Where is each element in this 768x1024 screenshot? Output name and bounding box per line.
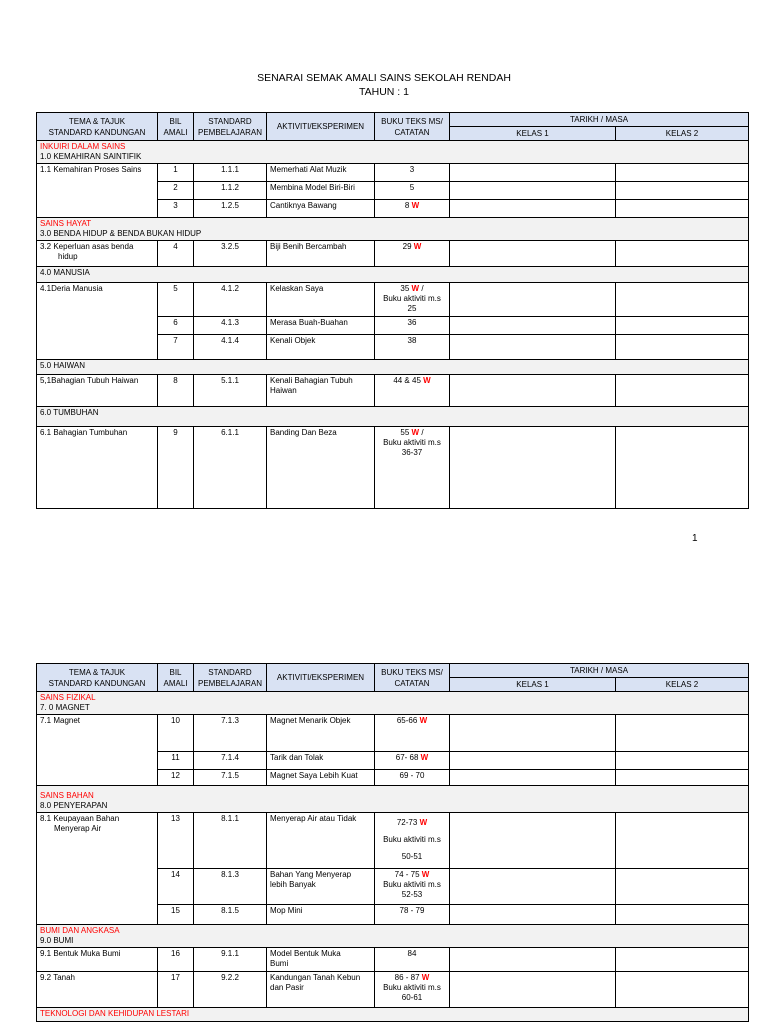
header-aktiviti: AKTIVITI/EKSPERIMEN [267, 664, 375, 692]
section-row: INKUIRI DALAM SAINS 1.0 KEMAHIRAN SAINTIFIK [37, 141, 749, 164]
kelas-1-cell[interactable] [450, 715, 616, 752]
table-row: 12 7.1.5 Magnet Saya Lebih Kuat 69 - 70 [37, 770, 749, 786]
header-aktiviti: AKTIVITI/EKSPERIMEN [267, 113, 375, 141]
page-subtitle: TAHUN : 1 [359, 86, 409, 98]
table-row: 7 4.1.4 Kenali Objek 38 [37, 335, 749, 360]
table-row: 3.2 Keperluan asas benda hidup 4 3.2.5 Biji Benih Bercambah 29 W [37, 241, 749, 267]
kelas-1-cell[interactable] [450, 905, 616, 925]
kelas-2-cell[interactable] [616, 948, 749, 972]
table-row: 15 8.1.5 Mop Mini 78 - 79 [37, 905, 749, 925]
table-row: 9.1 Bentuk Muka Bumi 16 9.1.1 Model Bentuk Muka Bumi 84 [37, 948, 749, 972]
kelas-1-cell[interactable] [450, 948, 616, 972]
table-row: 14 8.1.3 Bahan Yang Menyerap lebih Banyak 74 - 75 W Buku aktiviti m.s 52-53 [37, 869, 749, 905]
checklist-table-2 [36, 663, 749, 1022]
table-row: 1.1 Kemahiran Proses Sains 1 1.1.1 Memerhati Alat Muzik 3 [37, 164, 749, 182]
kelas-2-cell[interactable] [616, 427, 749, 509]
section-row: SAINS BAHAN 8.0 PENYERAPAN [37, 786, 749, 813]
kelas-2-cell[interactable] [616, 182, 749, 200]
section-row: TEKNOLOGI DAN KEHIDUPAN LESTARI [37, 1008, 749, 1022]
kelas-1-cell[interactable] [450, 813, 616, 869]
kelas-1-cell[interactable] [450, 869, 616, 905]
kelas-1-cell[interactable] [450, 283, 616, 317]
kelas-1-cell[interactable] [450, 182, 616, 200]
table-row: 4.1Deria Manusia 5 4.1.2 Kelaskan Saya 35 W / Buku aktiviti m.s 25 [37, 283, 749, 317]
table-row: 6.1 Bahagian Tumbuhan 9 6.1.1 Banding Dan Beza 55 W / Buku aktiviti m.s 36-37 [37, 427, 749, 509]
kelas-1-cell[interactable] [450, 972, 616, 1008]
header-bil: BIL AMALI [158, 664, 194, 692]
header-buku: BUKU TEKS MS/ CATATAN [375, 113, 450, 141]
kelas-2-cell[interactable] [616, 200, 749, 218]
kelas-2-cell[interactable] [616, 905, 749, 925]
table-row: 2 1.1.2 Membina Model Biri-Biri 5 [37, 182, 749, 200]
section-row: 6.0 TUMBUHAN [37, 407, 749, 427]
kelas-2-cell[interactable] [616, 715, 749, 752]
table-row: 9.2 Tanah 17 9.2.2 Kandungan Tanah Kebun dan Pasir 86 - 87 W Buku aktiviti m.s 60-61 [37, 972, 749, 1008]
header-kelas-1: KELAS 1 [450, 127, 616, 141]
header-standard: STANDARD PEMBELAJARAN [194, 664, 267, 692]
header-tema: TEMA & TAJUK STANDARD KANDUNGAN [37, 664, 158, 692]
kelas-1-cell[interactable] [450, 200, 616, 218]
kelas-2-cell[interactable] [616, 241, 749, 267]
header-kelas-2: KELAS 2 [616, 678, 749, 692]
kelas-2-cell[interactable] [616, 752, 749, 770]
kelas-2-cell[interactable] [616, 770, 749, 786]
section-row: SAINS HAYAT 3.0 BENDA HIDUP & BENDA BUKAN HIDUP [37, 218, 749, 241]
kelas-2-cell[interactable] [616, 813, 749, 869]
kelas-1-cell[interactable] [450, 317, 616, 335]
section-row: 4.0 MANUSIA [37, 267, 749, 283]
table-row: 5,1Bahagian Tubuh Haiwan 8 5.1.1 Kenali Bahagian Tubuh Haiwan 44 & 45 W [37, 375, 749, 407]
table-row: 8.1 Keupayaan Bahan Menyerap Air 13 8.1.1 Menyerap Air atau Tidak 72-73 W Buku aktiviti m.s 50-51 [37, 813, 749, 869]
kelas-1-cell[interactable] [450, 375, 616, 407]
header-buku: BUKU TEKS MS/ CATATAN [375, 664, 450, 692]
table-row: 3 1.2.5 Cantiknya Bawang 8 W [37, 200, 749, 218]
kelas-2-cell[interactable] [616, 164, 749, 182]
header-bil: BIL AMALI [158, 113, 194, 141]
header-tarikh: TARIKH / MASA [450, 664, 749, 678]
kelas-2-cell[interactable] [616, 283, 749, 317]
header-tema: TEMA & TAJUK STANDARD KANDUNGAN [37, 113, 158, 141]
page-title: SENARAI SEMAK AMALI SAINS SEKOLAH RENDAH [257, 72, 511, 84]
header-tarikh: TARIKH / MASA [450, 113, 749, 127]
section-row: BUMI DAN ANGKASA 9.0 BUMI [37, 925, 749, 948]
kelas-2-cell[interactable] [616, 972, 749, 1008]
kelas-1-cell[interactable] [450, 752, 616, 770]
kelas-1-cell[interactable] [450, 770, 616, 786]
kelas-2-cell[interactable] [616, 335, 749, 360]
kelas-2-cell[interactable] [616, 869, 749, 905]
kelas-1-cell[interactable] [450, 335, 616, 360]
table-row: 7.1 Magnet 10 7.1.3 Magnet Menarik Objek 65-66 W [37, 715, 749, 752]
table-row: 6 4.1.3 Merasa Buah-Buahan 36 [37, 317, 749, 335]
kelas-2-cell[interactable] [616, 375, 749, 407]
kelas-2-cell[interactable] [616, 317, 749, 335]
kelas-1-cell[interactable] [450, 164, 616, 182]
page-number: 1 [692, 533, 698, 544]
table-row: 11 7.1.4 Tarik dan Tolak 67- 68 W [37, 752, 749, 770]
kelas-1-cell[interactable] [450, 241, 616, 267]
checklist-table-1 [36, 112, 749, 509]
section-row: SAINS FIZIKAL 7. 0 MAGNET [37, 692, 749, 715]
header-standard: STANDARD PEMBELAJARAN [194, 113, 267, 141]
header-kelas-2: KELAS 2 [616, 127, 749, 141]
section-row: 5.0 HAIWAN [37, 360, 749, 375]
kelas-1-cell[interactable] [450, 427, 616, 509]
header-kelas-1: KELAS 1 [450, 678, 616, 692]
